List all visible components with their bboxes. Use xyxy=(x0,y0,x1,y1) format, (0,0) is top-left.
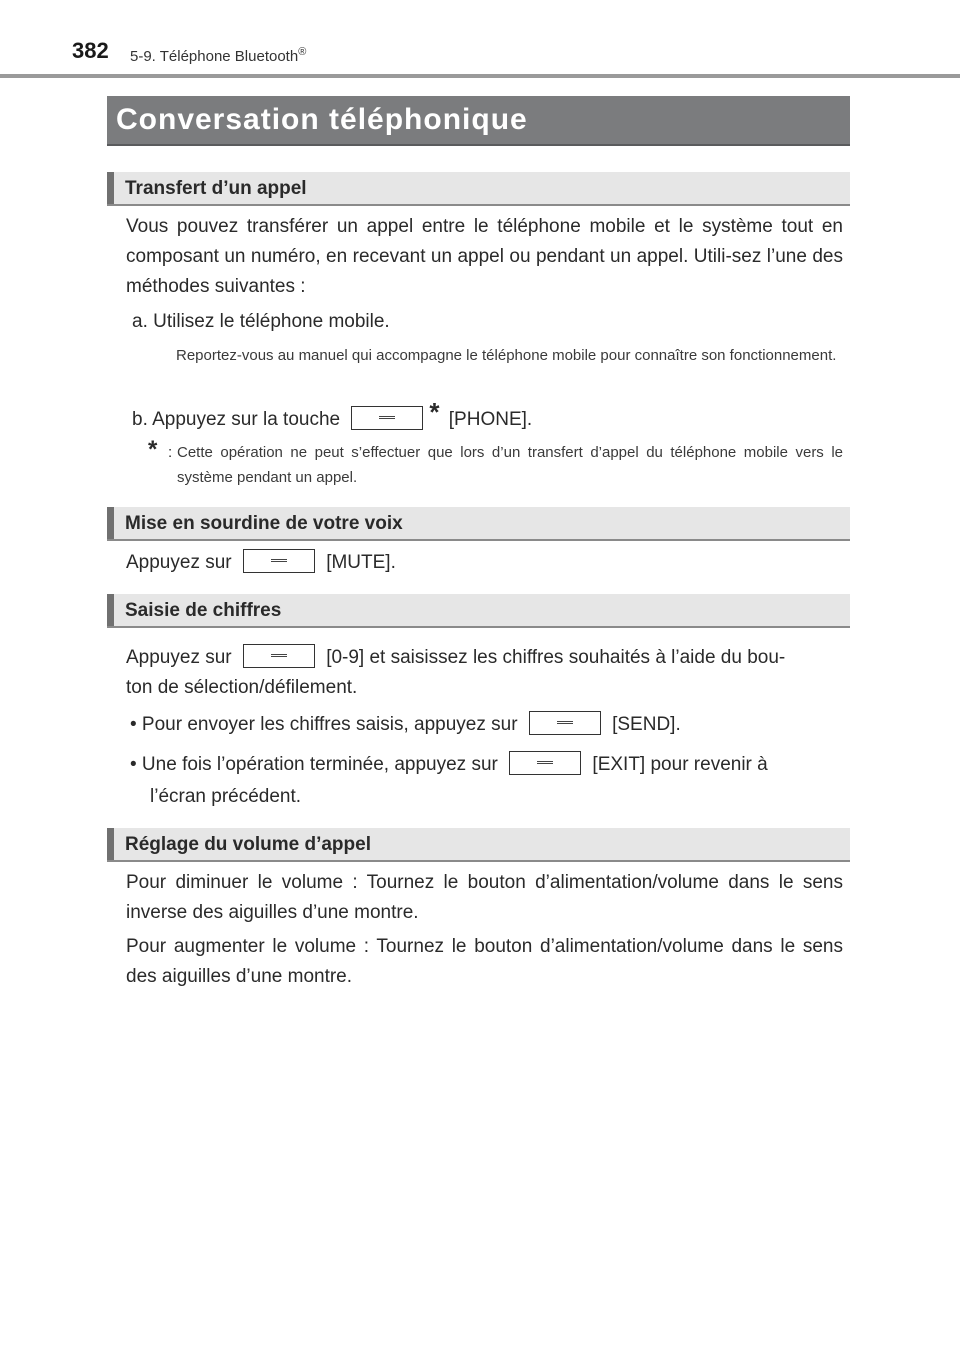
transfer-item-a: a. Utilisez le téléphone mobile. xyxy=(132,311,390,332)
asterisk-mark: * xyxy=(429,397,440,427)
section-heading-digits: Saisie de chiffres xyxy=(107,594,850,628)
volume-decrease: Pour diminuer le volume : Tournez le bouton d’alimentation/volume dans le sens inverse des aiguilles d’une montre. xyxy=(126,872,843,923)
transfer-intro: Vous pouvez transférer un appel entre le téléphone mobile et le système tout en composant un numéro, en recevant un appel ou pendant un appel. Utili-sez l’une des méthodes suivantes : xyxy=(126,216,843,297)
digits-instruction-line2: ton de sélection/défilement. xyxy=(126,677,358,698)
transfer-item-b: b. Appuyez sur la touche * [PHONE]. xyxy=(132,397,533,430)
phone-button-icon xyxy=(351,406,423,430)
digits-instruction: Appuyez sur [0-9] et saisissez les chiffres souhaités à l’aide du bou- xyxy=(126,643,785,673)
header-rule xyxy=(0,74,960,78)
page-title: Conversation téléphonique xyxy=(116,103,528,136)
section-heading-mute: Mise en sourdine de votre voix xyxy=(107,507,850,541)
volume-increase: Pour augmenter le volume : Tournez le bouton d’alimentation/volume dans le sens des aiguilles d’une montre. xyxy=(126,936,843,987)
digits-button-icon xyxy=(243,644,315,668)
registered-mark: ® xyxy=(298,46,307,58)
mute-instruction: Appuyez sur [MUTE]. xyxy=(126,548,396,578)
page-number: 382 xyxy=(72,38,109,63)
footnote-colon: : xyxy=(168,444,173,461)
transfer-item-a-note: Reportez-vous au manuel qui accompagne le téléphone mobile pour connaître son fonctionnement. xyxy=(176,347,837,364)
section-heading-volume: Réglage du volume d’appel xyxy=(107,828,850,862)
exit-button-icon xyxy=(509,751,581,775)
digits-bullet-send: • Pour envoyer les chiffres saisis, appuyez sur [SEND]. xyxy=(130,710,681,740)
send-button-icon xyxy=(529,711,601,735)
mute-button-icon xyxy=(243,549,315,573)
chapter-title: 5-9. Téléphone Bluetooth® xyxy=(130,46,307,65)
transfer-footnote: Cette opération ne peut s’effectuer que lors d’un transfert d’appel du téléphone mobile vers le système pendant un appel. xyxy=(177,444,843,486)
section-heading-transfer: Transfert d’un appel xyxy=(107,172,850,206)
footnote-star: * xyxy=(148,436,158,463)
page-title-bar xyxy=(107,96,850,146)
digits-bullet-exit-line2: l’écran précédent. xyxy=(150,786,302,807)
digits-bullet-exit: • Une fois l’opération terminée, appuyez sur [EXIT] pour revenir à xyxy=(130,750,768,780)
